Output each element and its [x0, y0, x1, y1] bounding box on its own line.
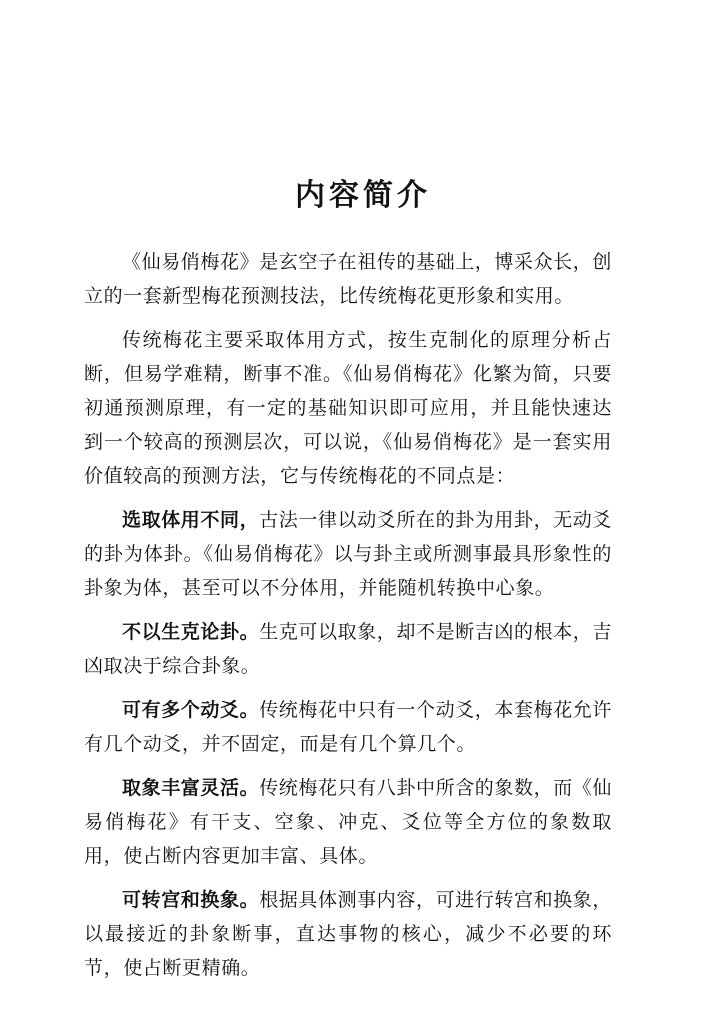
- paragraph-lead: 选取体用不同，: [122, 509, 260, 531]
- paragraph-lead: 取象丰富灵活。: [122, 777, 260, 799]
- paragraph-text: 传统梅花中只有一个动爻，本套梅花允许有几个动爻，并不固定，而是有几个算几个。: [84, 699, 613, 755]
- paragraph-lead: 不以生克论卦。: [122, 621, 260, 643]
- content-body: [84, 245, 612, 985]
- paragraph-lead: 可有多个动爻。: [122, 699, 260, 721]
- paragraph-point-sheng-ke: [84, 615, 612, 683]
- paragraph-point-qu-xiang: [84, 771, 612, 873]
- paragraph-point-dong-yao: [84, 693, 612, 761]
- paragraph-lead: 可转宫和换象。: [122, 889, 260, 911]
- paragraph-text: 传统梅花只有八卦中所含的象数，而《仙易俏梅花》有干支、空象、冲克、爻位等全方位的象数取用，使占断内容更加丰富、具体。: [84, 777, 613, 867]
- paragraph-text: 生克可以取象，却不是断吉凶的根本，吉凶取决于综合卦象。: [84, 621, 613, 677]
- paragraph-point-ti-yong: [84, 503, 612, 605]
- paragraph-point-zhuan-gong: [84, 883, 612, 985]
- paragraph-text: 古法一律以动爻所在的卦为用卦，无动爻的卦为体卦。《仙易俏梅花》以与卦主或所测事最具形象性的卦象为体，甚至可以不分体用，并能随机转换中心象。: [84, 509, 613, 599]
- paragraph-comparison: [84, 323, 612, 493]
- page-title: 内容简介: [295, 178, 431, 213]
- paragraph-text: 传统梅花主要采取体用方式，按生克制化的原理分析占断，但易学难精，断事不准。《仙易俏梅花》化繁为简，只要初通预测原理，有一定的基础知识即可应用，并且能快速达到一个较高的预测层次，可以说，《仙易俏梅花》是一套实用价值较高的预测方法，它与传统梅花的不同点是：: [84, 329, 612, 487]
- paragraph-text: 根据具体测事内容，可进行转宫和换象，以最接近的卦象断事，直达事物的核心，减少不必要的环节，使占断更精确。: [84, 889, 613, 979]
- paragraph-intro: [84, 245, 612, 313]
- paragraph-text: 《仙易俏梅花》是玄空子在祖传的基础上，博采众长，创立的一套新型梅花预测技法，比传统梅花更形象和实用。: [84, 251, 613, 307]
